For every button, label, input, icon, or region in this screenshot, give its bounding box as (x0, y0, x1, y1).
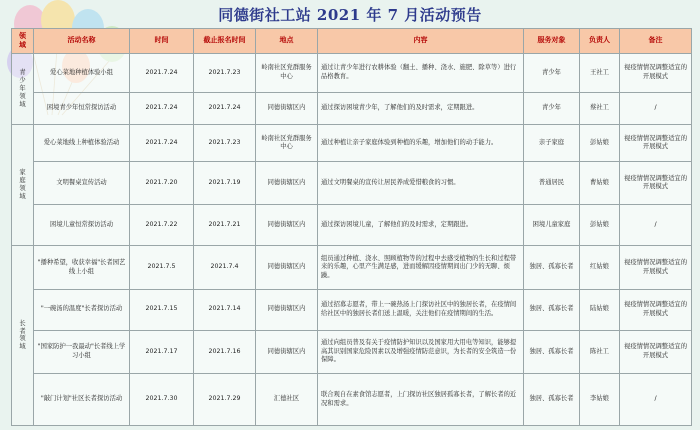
activity-leader: 红姑娘 (580, 246, 620, 289)
activity-name: 文明餐桌宣传活动 (34, 162, 130, 205)
activity-place: 同德街辖区内 (256, 289, 318, 330)
activity-target: 独居、孤寡长者 (524, 246, 580, 289)
activity-deadline: 2021.7.21 (194, 205, 256, 246)
domain-cell-youth: 青少年领域 (12, 54, 34, 125)
activity-leader: 蔡社工 (580, 92, 620, 124)
col-header-content: 内容 (318, 29, 524, 54)
activity-content: 通过探访困境青少年，了解他们的及时需求，定期跟进。 (318, 92, 524, 124)
activity-name: 爱心菜地种植体验小组 (34, 54, 130, 93)
activity-target: 独居、孤寡长者 (524, 374, 580, 426)
activity-place: 同德街辖区内 (256, 92, 318, 124)
activity-deadline: 2021.7.23 (194, 54, 256, 93)
activity-deadline: 2021.7.24 (194, 92, 256, 124)
activity-deadline: 2021.7.19 (194, 162, 256, 205)
activity-time: 2021.7.24 (130, 92, 194, 124)
activity-leader: 曹姑娘 (580, 162, 620, 205)
activity-target: 独居、孤寡长者 (524, 330, 580, 373)
domain-cell-elderly: 长者领域 (12, 246, 34, 426)
col-header-place: 地点 (256, 29, 318, 54)
activity-name: "国家防护一我最动"长者线上学习小组 (34, 330, 130, 373)
activity-content: 组员通过种植、浇水、照顾植物等的过程中去感受植物的生长和过程带来的乐趣，心里产生满足感，进而缓解因疫情期间出门少的无聊、烦躁。 (318, 246, 524, 289)
col-header-target: 服务对象 (524, 29, 580, 54)
activity-place: 岭南社区党群服务中心 (256, 125, 318, 162)
table-row (12, 374, 692, 426)
activity-leader: 王社工 (580, 54, 620, 93)
activity-leader: 李姑娘 (580, 374, 620, 426)
activity-name: 困境儿童恒常探访活动 (34, 205, 130, 246)
activity-deadline: 2021.7.16 (194, 330, 256, 373)
activity-content: 通过种植让亲子家庭体验到种植的乐趣，增加他们的动手能力。 (318, 125, 524, 162)
activity-note: / (620, 92, 692, 124)
domain-cell-family: 家庭领域 (12, 125, 34, 246)
activity-place: 同德街辖区内 (256, 246, 318, 289)
activity-time: 2021.7.24 (130, 125, 194, 162)
activity-place: 汇德社区 (256, 374, 318, 426)
table-row (12, 289, 692, 330)
activity-target: 困境儿童家庭 (524, 205, 580, 246)
activity-place: 同德街辖区内 (256, 205, 318, 246)
activity-leader: 彭姑娘 (580, 125, 620, 162)
activity-time: 2021.7.15 (130, 289, 194, 330)
activity-name: "播种希望，收获幸福"长者园艺线上小组 (34, 246, 130, 289)
activity-deadline: 2021.7.29 (194, 374, 256, 426)
table-header-row (12, 29, 692, 54)
activity-note: / (620, 205, 692, 246)
col-header-name: 活动名称 (34, 29, 130, 54)
activity-deadline: 2021.7.4 (194, 246, 256, 289)
activity-content: 通过探访困境儿童，了解他们的及时需求，定期跟进。 (318, 205, 524, 246)
activity-time: 2021.7.30 (130, 374, 194, 426)
activity-leader: 彭姑娘 (580, 205, 620, 246)
col-header-time: 时间 (130, 29, 194, 54)
col-header-leader: 负责人 (580, 29, 620, 54)
activity-place: 岭南社区党群服务中心 (256, 54, 318, 93)
activity-deadline: 2021.7.14 (194, 289, 256, 330)
activity-target: 亲子家庭 (524, 125, 580, 162)
table-row (12, 162, 692, 205)
activity-content: 联合观自在素食馆志愿者，上门探访社区独居孤寡长者，了解长者的近况和需求。 (318, 374, 524, 426)
table-row (12, 125, 692, 162)
activity-time: 2021.7.5 (130, 246, 194, 289)
activity-name: "敲门计划"社区长者探访活动 (34, 374, 130, 426)
activity-note: 视疫情情况调整适宜的开展模式 (620, 289, 692, 330)
activity-name: "一碗汤的温度"长者探访活动 (34, 289, 130, 330)
page-title: 同德街社工站 2021 年 7 月活动预告 (218, 6, 482, 24)
activity-note: 视疫情情况调整适宜的开展模式 (620, 330, 692, 373)
col-header-domain: 领域 (12, 29, 34, 54)
activity-note: 视疫情情况调整适宜的开展模式 (620, 162, 692, 205)
activity-note: / (620, 374, 692, 426)
table-row (12, 54, 692, 93)
table-row (12, 330, 692, 373)
col-header-deadline: 截止报名时间 (194, 29, 256, 54)
table-row (12, 205, 692, 246)
activity-place: 同德街辖区内 (256, 330, 318, 373)
activity-table (11, 28, 692, 426)
col-header-note: 备注 (620, 29, 692, 54)
activity-time: 2021.7.22 (130, 205, 194, 246)
activity-time: 2021.7.24 (130, 54, 194, 93)
activity-target: 普通居民 (524, 162, 580, 205)
activity-target: 青少年 (524, 54, 580, 93)
table-row (12, 246, 692, 289)
activity-content: 通过向组员普及有关于疫情防护知识以及国家用大用电等知识，能够提高其识别国家危险因素以及增强疫情防范意识，为长者的安全筑造一份保障。 (318, 330, 524, 373)
activity-place: 同德街辖区内 (256, 162, 318, 205)
activity-note: 视疫情情况调整适宜的开展模式 (620, 54, 692, 93)
activity-leader: 陈社工 (580, 330, 620, 373)
activity-target: 青少年 (524, 92, 580, 124)
activity-time: 2021.7.20 (130, 162, 194, 205)
activity-name: 困境青少年恒常探访活动 (34, 92, 130, 124)
activity-note: 视疫情情况调整适宜的开展模式 (620, 125, 692, 162)
activity-content: 通过文明餐桌的宣传让居民养成爱惜粮食的习惯。 (318, 162, 524, 205)
activity-leader: 陆姑娘 (580, 289, 620, 330)
activity-name: 爱心菜地线上种植体验活动 (34, 125, 130, 162)
activity-content: 通过让青少年进行农耕体验（翻土、播种、浇水、施肥、除草等）进行品格教育。 (318, 54, 524, 93)
activity-target: 独居、孤寡长者 (524, 289, 580, 330)
activity-note: 视疫情情况调整适宜的开展模式 (620, 246, 692, 289)
activity-time: 2021.7.17 (130, 330, 194, 373)
activity-content: 通过招募志愿者，带上一碗热汤上门探访社区中的独居长者，在疫情间给社区中的独居长者们送上温暖，关注他们在疫情期间的生活。 (318, 289, 524, 330)
activity-deadline: 2021.7.23 (194, 125, 256, 162)
table-row (12, 92, 692, 124)
